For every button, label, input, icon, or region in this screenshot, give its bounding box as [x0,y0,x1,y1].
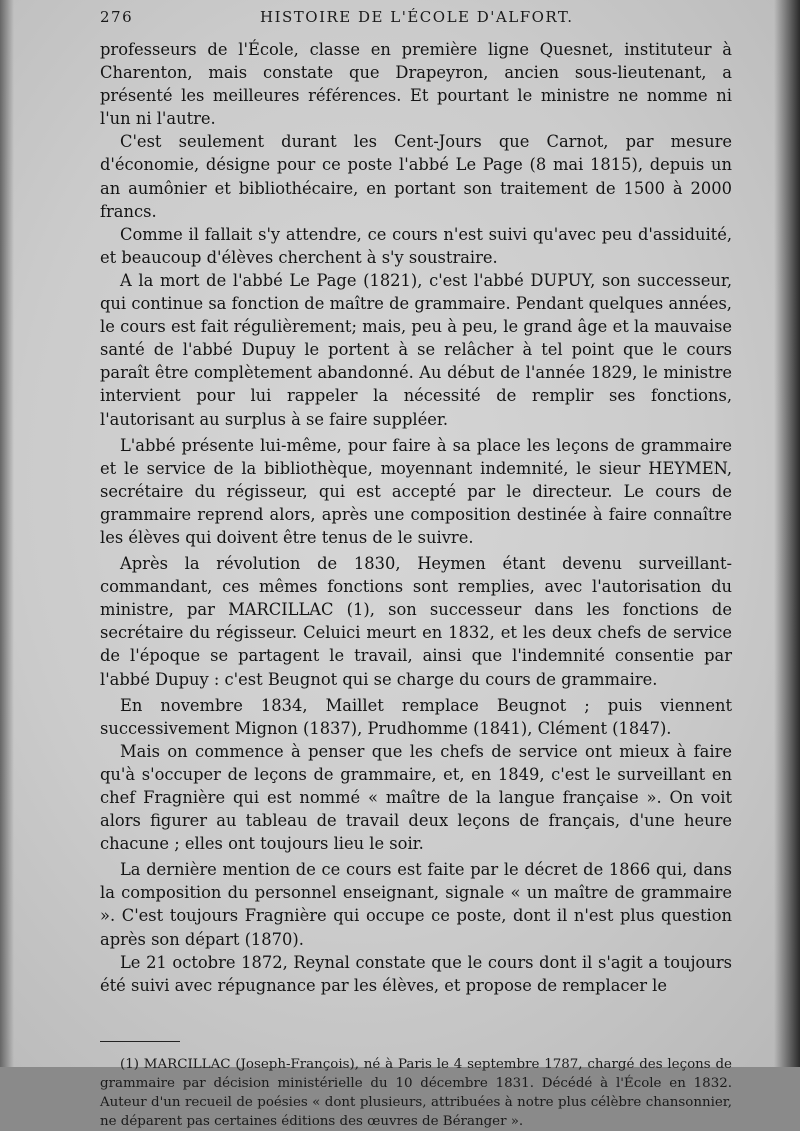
footnote-divider [100,1041,180,1042]
footnote: (1) MARCILLAC (Joseph-François), né à Paris le 4 septembre 1787, chargé des leçons de grammaire par décision ministérielle du 10 décembre 1831. Décédé à l'École en 1832. Auteur d'un recueil de poésies « dont plusieurs, attribuées à notre plus célèbre chansonnier, ne déparent pas certaines éditions des œuvres de Béranger ». [100,1057,732,1130]
paragraph: C'est seulement durant les Cent-Jours que Carnot, par mesure d'économie, désigne pour ce poste l'abbé Le Page (8 mai 1815), depuis un an aumônier et bibliothécaire, en portant son traitement de 1500 à 2000 francs. [100,132,732,221]
paragraph: La dernière mention de ce cours est faite par le décret de 1866 qui, dans la composition du personnel enseignant, signale « un maître de grammaire ». C'est toujours Fragnière qui occupe ce poste, dont il n'est plus question après son départ (1870). [100,860,732,949]
paragraph: Comme il fallait s'y attendre, ce cours n'est suivi qu'avec peu d'assiduité, et beaucoup d'élèves cherchent à s'y soustraire. [100,224,732,267]
paragraph: professeurs de l'École, classe en première ligne Quesnet, instituteur à Charenton, mais constate que Drapeyron, ancien sous-lieutenant, a présenté les meilleures références. Et pourtant le ministre ne nomme ni l'un ni l'autre. [100,40,732,129]
paragraph: Après la révolution de 1830, Heymen étant devenu surveillant-commandant, ces mêmes fonctions sont remplies, avec l'autorisation du ministre, par MARCILLAC (1), son successeur dans les fonctions de secrétaire du régisseur. Celuici meurt en 1832, et les deux chefs de service de l'époque se partagent le travail, ainsi que l'indemnité consentie par l'abbé Dupuy : c'est Beugnot qui se charge du cours de grammaire. [100,554,732,689]
paragraph: A la mort de l'abbé Le Page (1821), c'est l'abbé DUPUY, son successeur, qui continue sa fonction de maître de grammaire. Pendant quelques années, le cours est fait régulièrement; mais, peu à peu, le grand âge et la mauvaise santé de l'abbé Dupuy le portent à se relâcher à tel point que le cours paraît être complètement abandonné. Au début de l'année 1829, le ministre intervient pour lui rappeler la nécessité de remplir ses fonctions, l'autorisant au surplus à se faire suppléer. [100,270,732,429]
page-number: 276 [100,8,134,26]
paragraph: Le 21 octobre 1872, Reynal constate que le cours dont il s'agit a toujours été suivi avec répugnance par les élèves, et propose de remplacer le [100,952,732,995]
paragraph: En novembre 1834, Maillet remplace Beugnot ; puis viennent successivement Mignon (1837), Prudhomme (1841), Clément (1847). [100,695,732,738]
paragraph: Mais on commence à penser que les chefs de service ont mieux à faire qu'à s'occuper de leçons de grammaire, et, en 1849, c'est le surveillant en chef Fragnière qui est nommé « maître de la langue française ». On voit alors figurer au tableau de travail deux leçons de français, d'une heure chacune ; elles ont toujours lieu le soir. [100,741,732,854]
body-text [100,38,732,997]
running-head [100,8,732,38]
paragraph: L'abbé présente lui-même, pour faire à sa place les leçons de grammaire et le service de la bibliothèque, moyennant indemnité, le sieur HEYMEN, secrétaire du régisseur, qui est accepté par le directeur. Le cours de grammaire reprend alors, après une composition destinée à faire connaître les élèves qui doivent être tenus de le suivre. [100,435,732,547]
running-title: HISTOIRE DE L'ÉCOLE D'ALFORT. [260,8,574,26]
